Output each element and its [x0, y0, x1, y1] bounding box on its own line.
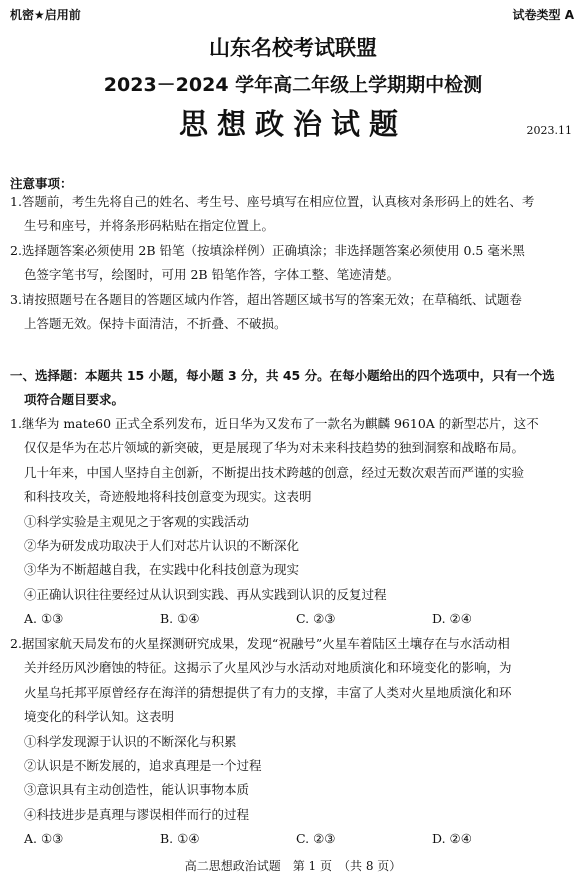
- section-heading-line-2: 项符合题目要求。: [24, 392, 125, 408]
- q1-options: [10, 607, 576, 631]
- q1-statement-4: ④正确认识往往要经过从认识到实践、再从实践到认识的反复过程: [24, 586, 387, 602]
- q1-stem-line: 和科技攻关，奇迹般地将科技创意变为现实。这表明: [24, 489, 312, 505]
- q2-statement-1: ①科学发现源于认识的不断深化与积累: [24, 733, 237, 749]
- section-heading-line-1: 一、选择题：本题共 15 小题，每小题 3 分，共 45 分。在每小题给出的四个选项中，只有一个选: [10, 368, 555, 383]
- q2-option-d: D. ②④: [432, 831, 472, 847]
- subject-title: 思想政治试题: [178, 107, 407, 141]
- page-footer: 高二思想政治试题 第 1 页 （共 8 页）: [184, 859, 402, 873]
- q2-option-c: C. ②③: [296, 831, 336, 847]
- exam-session-title: 2023－2024 学年高二年级上学期期中检测: [103, 74, 483, 96]
- q1-option-a: A. ①③: [24, 611, 64, 627]
- notice-1-line-1: 1.答题前，考生先将自己的姓名、考生号、座号填写在相应位置，认真核对条形码上的姓名、考: [10, 194, 535, 209]
- q1-option-c: C. ②③: [296, 611, 336, 627]
- exam-date: 2023.11: [526, 124, 572, 137]
- paper-type-label: 试卷类型 A: [512, 8, 574, 22]
- q2-options: [10, 827, 576, 851]
- q2-statement-3: ③意识具有主动创造性，能认识事物本质: [24, 782, 250, 798]
- q1-statement-1: ①科学实验是主观见之于客观的实践活动: [24, 513, 250, 529]
- section-heading: [10, 364, 576, 413]
- q2-stem-line: 关并经历风沙磨蚀的特征。这揭示了火星风沙与水活动对地质演化和环境变化的影响，为: [24, 660, 512, 676]
- q1-statement-3: ③华为不断超越自我，在实践中化科技创意为现实: [24, 562, 300, 578]
- q2-statement-2: ②认识是不断发展的，追求真理是一个过程: [24, 757, 262, 773]
- notice-3-line-2: 上答题无效。保持卡面清洁，不折叠、不破损。: [24, 315, 287, 331]
- q1-option-b: B. ①④: [160, 611, 200, 627]
- notice-2-line-2: 色签字笔书写，绘图时，可用 2B 铅笔作答，字体工整、笔迹清楚。: [24, 267, 400, 283]
- question-2: [10, 632, 576, 852]
- notice-3-line-1: 3.请按照题号在各题目的答题区域内作答，超出答题区域书写的答案无效；在草稿纸、试题卷: [10, 291, 522, 307]
- q2-stem-line: 境变化的科学认知。这表明: [24, 709, 175, 725]
- notice-list: [10, 190, 576, 336]
- confidential-label: 机密★启用前: [10, 8, 81, 22]
- notice-2-line-1: 2.选择题答案必须使用 2B 铅笔（按填涂样例）正确填涂；非选择题答案必须使用 0.5 毫米黑: [10, 242, 525, 258]
- q1-statement-2: ②华为研发成功取决于人们对芯片认识的不断深化: [24, 537, 300, 553]
- q1-option-d: D. ②④: [432, 611, 472, 627]
- q2-option-a: A. ①③: [24, 831, 64, 847]
- q1-stem-line: 几十年来，中国人坚持自主创新，不断提出技术跨越的创意，经过无数次艰苦而严谨的实验: [24, 464, 525, 480]
- q1-stem-line: 1.继华为 mate60 正式全系列发布，近日华为又发布了一款名为麒麟 9610A 的新型芯片，这不: [10, 416, 539, 431]
- notice-1-line-2: 生号和座号，并将条形码粘贴在指定位置上。: [24, 218, 275, 234]
- exam-organizer-title: 山东名校考试联盟: [209, 36, 377, 60]
- q1-stem-line: 仅仅是华为在芯片领域的新突破，更是展现了华为对未来科技趋势的独到洞察和战略布局。: [24, 440, 525, 456]
- q2-statement-4: ④科技进步是真理与谬误相伴而行的过程: [24, 806, 250, 822]
- q2-stem-line: 2.据国家航天局发布的火星探测研究成果，发现“祝融号”火星车着陆区土壤存在与水活动相: [10, 636, 510, 651]
- q2-option-b: B. ①④: [160, 831, 200, 847]
- question-1: [10, 412, 576, 632]
- q2-stem-line: 火星乌托邦平原曾经存在海洋的猜想提供了有力的支撑，丰富了人类对火星地质演化和环: [24, 684, 512, 700]
- notice-heading: 注意事项：: [10, 176, 73, 191]
